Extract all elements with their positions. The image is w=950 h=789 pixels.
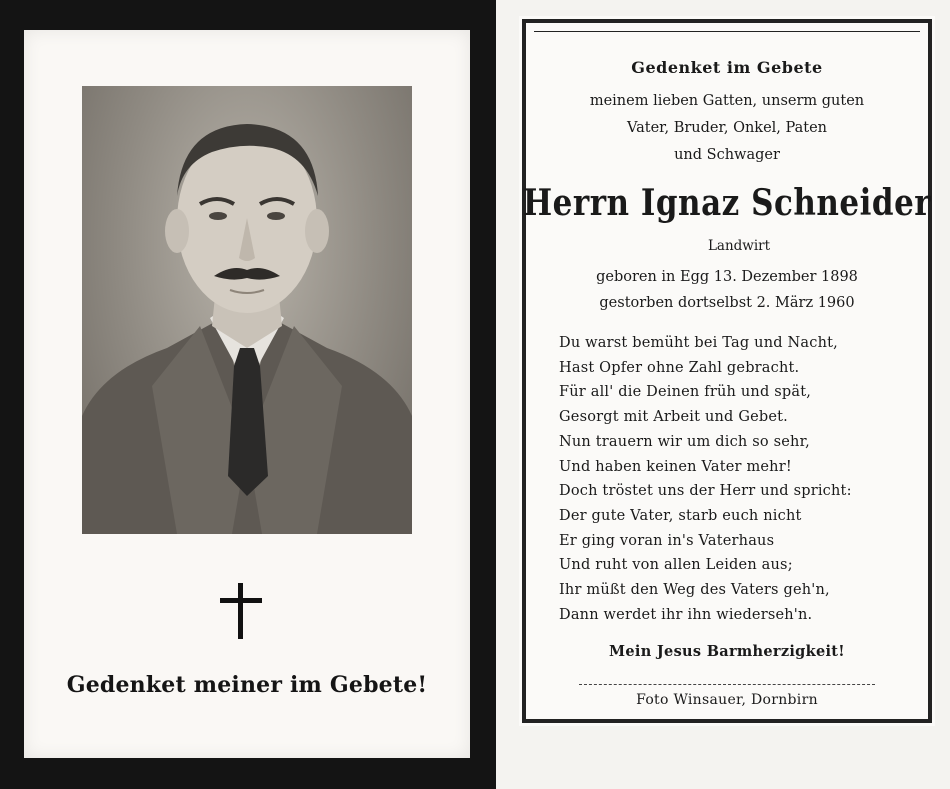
poem-line: Der gute Vater, starb euch nicht <box>559 507 802 524</box>
poem-line: Du warst bemüht bei Tag und Nacht, <box>559 335 838 351</box>
front-caption: Gedenket meiner im Gebete! <box>66 672 428 698</box>
portrait-photo <box>82 86 412 534</box>
memorial-card-back <box>519 16 935 726</box>
poem-line: Für all' die Deinen früh und spät, <box>559 384 812 401</box>
memorial-poem <box>559 331 909 627</box>
dedication-line: meinem lieben Gatten, unserm guten <box>589 93 865 109</box>
poem-line: Hast Opfer ohne Zahl gebracht. <box>559 359 800 376</box>
dedication-text <box>519 88 935 169</box>
poem-line: Nun trauern wir um dich so sehr, <box>559 433 810 450</box>
poem-line: Und haben keinen Vater mehr! <box>559 458 792 475</box>
portrait-illustration <box>82 86 412 534</box>
card-front-paper <box>24 30 470 758</box>
poem-line: Gesorgt mit Arbeit und Gebet. <box>559 409 788 426</box>
poem-line: Dann werdet ihr ihn wiederseh'n. <box>559 606 813 623</box>
poem-line: Er ging voran in's Vaterhaus <box>559 532 775 549</box>
death-date: gestorben dortselbst 2. März 1960 <box>599 295 855 311</box>
deceased-name: Herrn Ignaz Schneider <box>522 182 932 225</box>
back-heading: Gedenket im Gebete <box>631 58 823 77</box>
dedication-line: und Schwager <box>674 147 780 163</box>
life-dates <box>519 264 935 316</box>
poem-line: Und ruht von allen Leiden aus; <box>559 557 793 574</box>
closing-prayer: Mein Jesus Barmherzigkeit! <box>609 643 845 660</box>
dashed-divider <box>579 684 875 685</box>
birth-date: geboren in Egg 13. Dezember 1898 <box>596 269 858 285</box>
photo-credit: Foto Winsauer, Dornbirn <box>636 692 818 708</box>
poem-line: Ihr müßt den Weg des Vaters geh'n, <box>559 582 830 599</box>
dedication-line: Vater, Bruder, Onkel, Paten <box>626 120 828 136</box>
deceased-occupation: Landwirt <box>707 238 771 254</box>
latin-cross-icon <box>220 583 262 639</box>
poem-line: Doch tröstet uns der Herr und spricht: <box>559 483 852 500</box>
